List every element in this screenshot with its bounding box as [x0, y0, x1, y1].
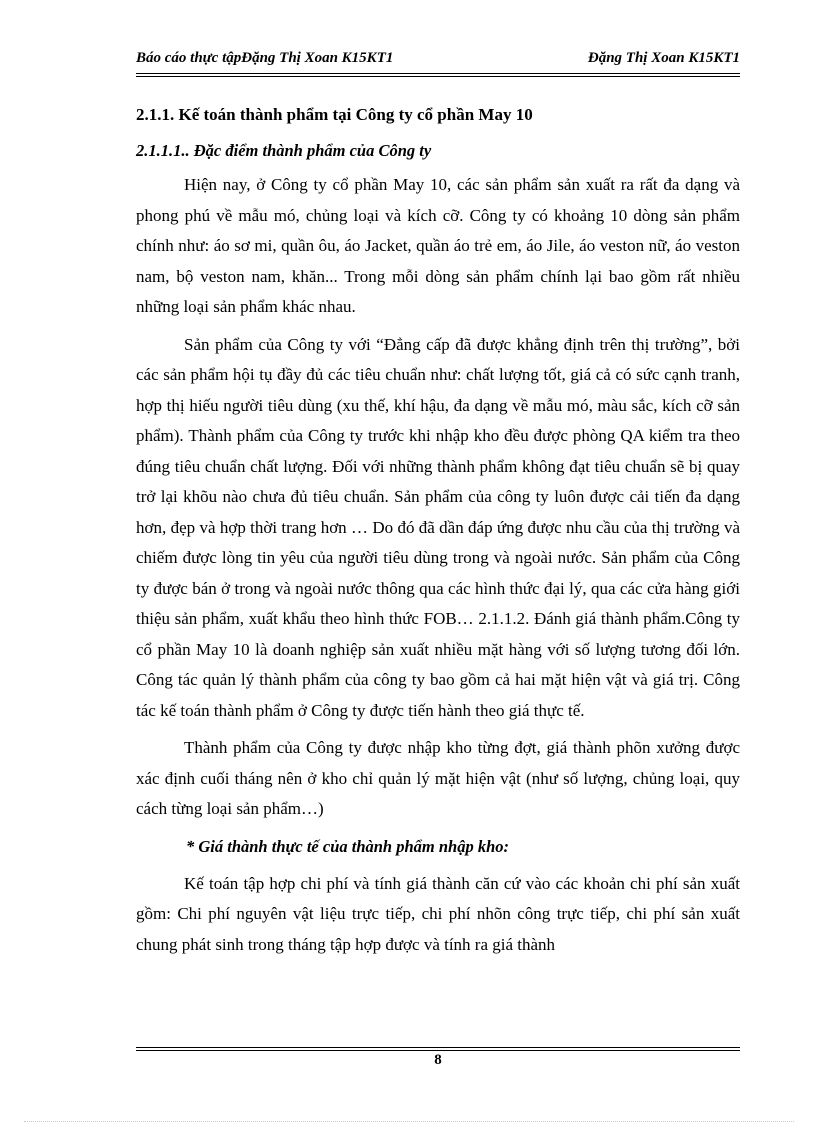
footer-rule-bottom	[136, 1050, 740, 1051]
page-edge-line	[24, 1121, 794, 1122]
section-subtitle: 2.1.1.1.. Đặc điểm thành phẩm của Công ty	[136, 141, 432, 160]
subheading-actual-cost: * Giá thành thực tế của thành phẩm nhập kho:	[186, 836, 510, 856]
header-right-text: Đặng Thị Xoan K15KT1	[587, 50, 740, 66]
running-header	[136, 50, 740, 74]
header-rule-top	[136, 73, 740, 74]
page-number: 8	[434, 1052, 442, 1068]
paragraph-2: Sản phẩm của Công ty với “Đẳng cấp đã được khẳng định trên thị trường”, bởi các sản phẩm hội tụ đầy đủ các tiêu chuẩn như: chất lượng tốt, giá cả có sức cạnh tranh, hợp thị hiếu người tiêu dùng (xu thế, khí hậu, đa dạng về mẫu mó, màu sắc, kích cỡ sản phẩm). Thành phẩm của Công ty trước khi nhập kho đều được phòng QA kiểm tra theo đúng tiêu chuẩn chất lượng. Đối với những thành phẩm không đạt tiêu chuẩn sẽ bị quay trở lại khõu nào chưa đủ tiêu chuẩn. Sản phẩm của công ty luôn được cải tiến đa dạng hơn, đẹp và hợp thời trang hơn … Do đó đã dần đáp ứng được nhu cầu của thị trường và chiếm được lòng tin yêu của người tiêu dùng trong và ngoài nước. Sản phẩm của Công ty được bán ở trong và ngoài nước thông qua các hình thức đại lý, qua các cửa hàng giới thiệu sản phẩm, xuất khẩu theo hình thức FOB… 2.1.1.2. Đánh giá thành phẩm.Công ty cổ phần May 10 là doanh nghiệp sản xuất nhiều mặt hàng với số lượng tương đối lớn. Công tác quản lý thành phẩm của công ty bao gồm cả hai mặt hiện vật và giá trị. Công tác kế toán thành phẩm ở Công ty được tiến hành theo giá thực tế.	[136, 334, 740, 720]
page-body	[136, 100, 740, 967]
paragraph-3: Thành phẩm của Công ty được nhập kho từng đợt, giá thành phõn xưởng được xác định cuối tháng nên ở kho chỉ quản lý mặt hiện vật (như số lượng, chủng loại, quy cách từng loại sản phẩm…)	[136, 738, 740, 818]
footer-rule-top	[136, 1047, 740, 1048]
paragraph-1: Hiện nay, ở Công ty cổ phần May 10, các sản phẩm sản xuất ra rất đa dạng và phong phú về mẫu mó, chủng loại và kích cỡ. Công ty có khoảng 10 dòng sản phẩm chính như: áo sơ mi, quần ôu, áo Jacket, quần áo trẻ em, áo Jile, áo veston nữ, áo veston nam, bộ veston nam, khăn... Trong mỗi dòng sản phẩm chính lại bao gồm rất nhiều những loại sản phẩm khác nhau.	[136, 175, 740, 316]
header-left-text: Báo cáo thực tậpĐặng Thị Xoan K15KT1	[136, 50, 394, 66]
closing-paragraph: Kế toán tập hợp chi phí và tính giá thành căn cứ vào các khoản chi phí sản xuất gồm: Chi phí nguyên vật liệu trực tiếp, chi phí nhõn công trực tiếp, chi phí sản xuất chung phát sinh trong tháng tập hợp được và tính ra giá thành	[136, 873, 740, 954]
header-rule-bottom	[136, 76, 740, 77]
section-title: 2.1.1. Kế toán thành phẩm tại Công ty cổ phần May 10	[136, 105, 533, 124]
